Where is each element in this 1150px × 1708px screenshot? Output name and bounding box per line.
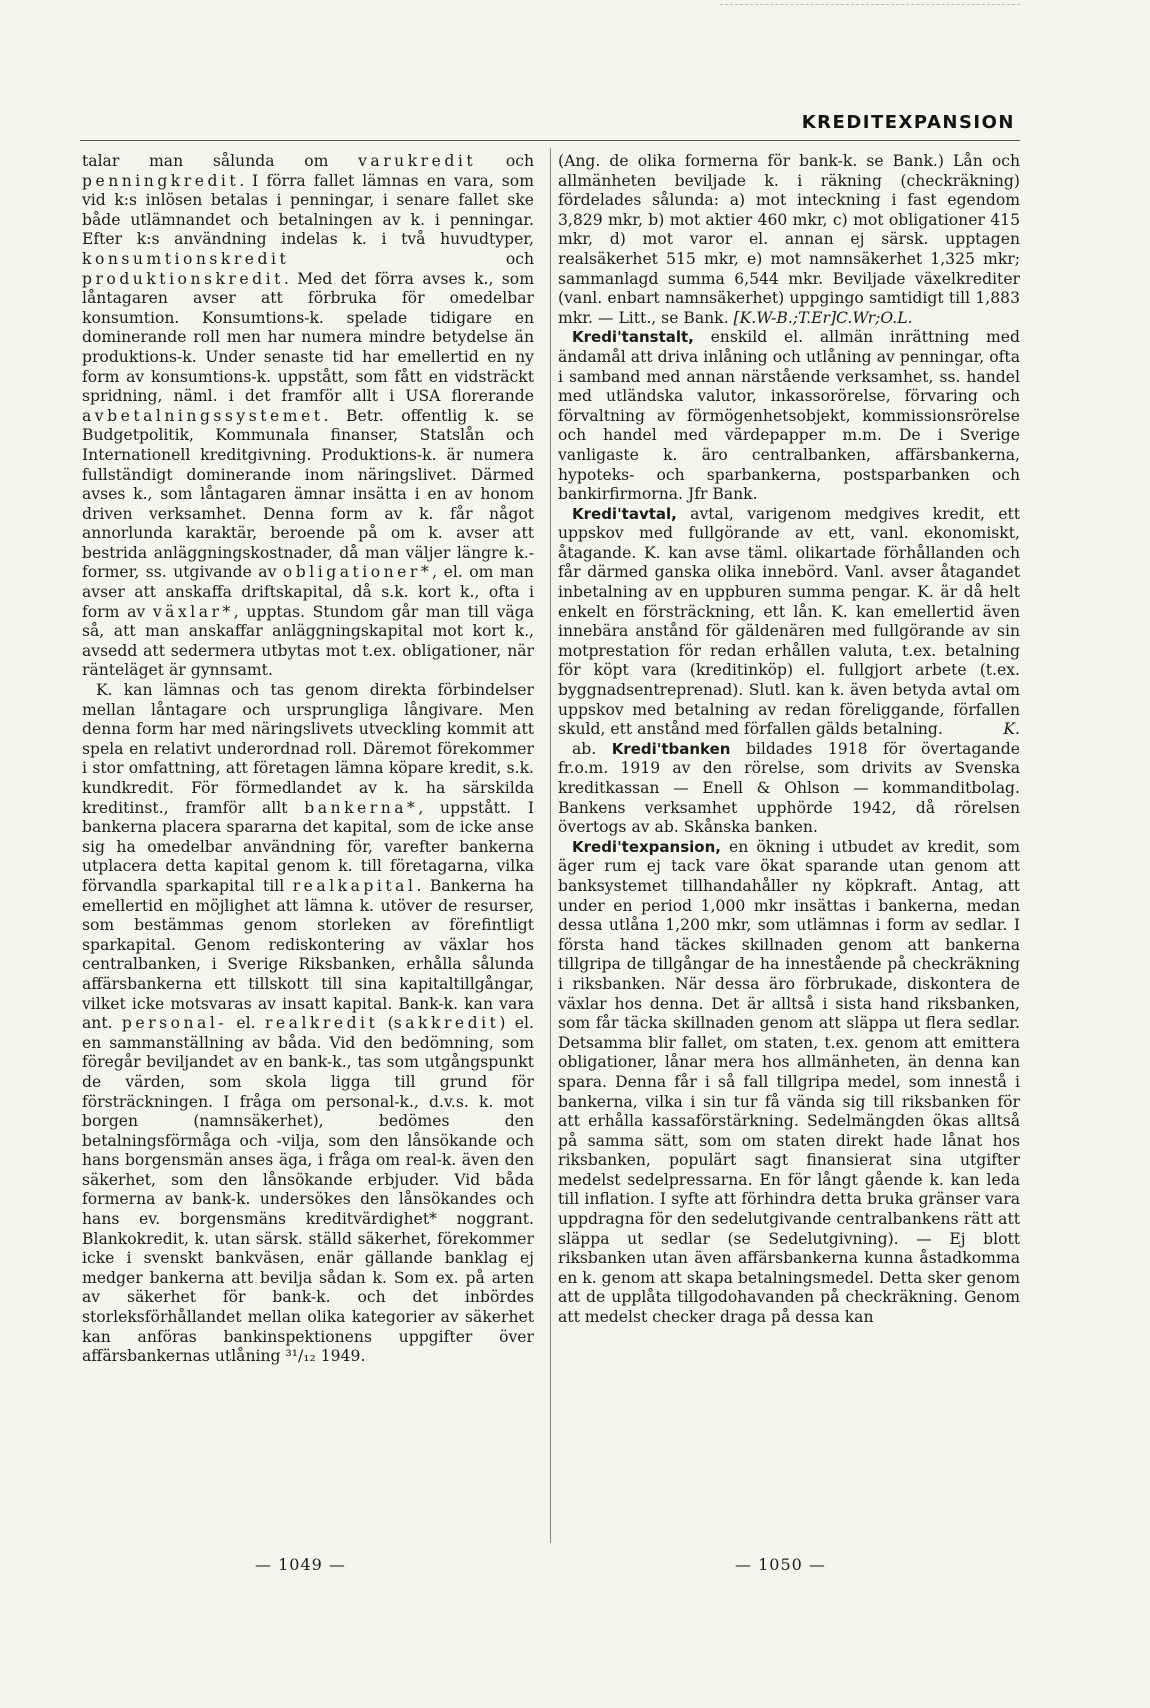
entry-kreditavtal: Kredi'tavtal, avtal, varigenom medgives kredit, ett uppskov med fullgörande av ett, vanl. ekonomiskt, åtagande. K. kan avse täml. olikartade förhållanden och får därmed ganska olika innebörd. Vanl. avser åtagandet inbetalning av en uppburen summa pengar. K. är då helt enkelt en försträckning, ett lån. K. kan emellertid även innebära anstånd för gäldenären med fullgörande av sin motprestation för redan erhållen valuta, t.ex. betalning för köpt vara (kreditinköp) el. fullgjort arbete (t.ex. byggnadsentreprenad). Slutl. kan k. även betyda avtal om uppskov med betalning av redan föreliggande, förfallen skuld, ett anstånd med förfallen gälds betalning. K. xyxy=(558,504,1020,739)
page-number-right: — 1050 — xyxy=(735,1555,826,1574)
entry-headword: Kredi'texpansion, xyxy=(572,837,721,856)
running-head: KREDITEXPANSION xyxy=(801,112,1015,133)
entry-headword: Kredi'tbanken xyxy=(611,739,731,758)
header-rule xyxy=(80,140,1020,141)
column-divider xyxy=(550,148,551,1543)
right-column xyxy=(558,152,1020,1328)
scan-edge-marks xyxy=(720,4,1020,7)
entry-headword: Kredi'tavtal, xyxy=(572,504,677,523)
entry-kreditanstalt: Kredi'tanstalt, enskild el. allmän inrättning med ändamål att driva inlåning och utlåning av penningar, ofta i samband med annan närstående verksamhet, ss. handel med utländska valutor, inkassorörelse, förvaring och förvaltning av förmögenhetsobjekt, kommissionsrörelse och handel med värdepapper m.m. De i Sverige vanligaste k. äro centralbanken, affärsbankerna, hypoteks- och sparbankerna, postsparbanken och bankirfirmorna. Jfr Bank. xyxy=(558,328,1020,504)
paragraph: (Ang. de olika formerna för bank-k. se Bank.) Lån och allmänheten beviljade k. i räkning (checkräkning) fördelades sålunda: a) mot inteckning i fast egendom 3,829 mkr, b) mot aktier 460 mkr, c) mot obligationer 415 mkr, d) mot varor el. annan ej särsk. upptagen realsäkerhet 515 mkr, e) mot namnsäkerhet 1,325 mkr; sammanlagd summa 6,544 mkr. Beviljade växelkrediter (vanl. enbart namnsäkerhet) uppgingo samtidigt till 1,883 mkr. — Litt., se Bank. [K.W-B.;T.Er]C.Wr;O.L. xyxy=(558,152,1020,327)
paragraph: talar man sålunda om varukredit och penningkredit. I förra fallet lämnas en vara, som vid k:s inlösen betalas i penningar, i senare fallet ske både utlämnandet och betalningen av k. i penningar. Efter k:s användning indelas k. i två huvudtyper, konsumtionskredit och produktionskredit. Med det förra avses k., som låntagaren avser att förbruka för omedelbar konsumtion. Konsumtions-k. spelade tidigare en dominerande roll men har numera mindre betydelse än produktions-k. Under senaste tid har emellertid en ny form av konsumtions-k. uppstått, som fått en vidsträckt spridning, näml. i det framför allt i USA florerande avbetalningssystemet. Betr. offentlig k. se Budgetpolitik, Kommunala finanser, Statslån och Internationell kreditgivning. Produktions-k. är numera fullständigt dominerande inom näringslivet. Därmed avses k., som låntagaren ämnar insätta i en av honom driven verksamhet. Denna form av k. får något annorlunda karaktär, beroende på om k. avser att bestrida anläggningskostnader, då man väljer längre k.-former, ss. utgivande av obligationer*, el. om man avser att anskaffa driftskapital, då s.k. kort k., ofta i form av växlar*, upptas. Stundom går man till väga så, att man anskaffar anläggningskapital mot kort k., avsedd att sedermera utbytas mot t.ex. obligationer, när ränteläget är gynnsamt. xyxy=(82,152,534,680)
left-column xyxy=(82,152,534,1367)
entry-kreditexpansion: Kredi'texpansion, en ökning i utbudet av kredit, som äger rum ej tack vare ökat sparande utan genom att banksystemet tillhandahåller ny köpkraft. Antag, att under en period 1,000 mkr insättas i bankerna, medan dessa utlåna 1,200 mkr, som utlämnas i form av sedlar. I första hand täckes skillnaden genom att bankerna tillgripa de tillgångar de ha innestående på checkräkning i riksbanken. När dessa äro förbrukade, diskontera de växlar hos denna. Det är alltså i sista hand riksbanken, som får täcka skillnaden genom att släppa ut flera sedlar. Detsamma blir fallet, om staten, t.ex. genom att emittera obligationer, lånar mera hos allmänheten, än denna kan spara. Denna får i så fall tillgripa medel, som innestå i bankerna, vilka i sin tur få vända sig till riksbanken för att erhålla kassaförstärkning. Sedelmängden ökas alltså på samma sätt, som om staten direkt hade lånat hos riksbanken, populärt sagt finansierat sina utgifter medelst sedelpressarna. En för långt gående k. kan leda till inflation. I syfte att förhindra detta bruka gränser vara uppdragna för den sedelutgivande centralbankens rätt att släppa ut sedlar (se Sedelutgivning). — Ej blott riksbanken utan även affärsbankerna kunna åstadkomma en k. genom att skapa betalningsmedel. Detta sker genom att de upplåta tillgodohavanden på checkräkning. Genom att medelst checker draga på dessa kan xyxy=(558,837,1020,1327)
entry-kreditbanken: ab. Kredi'tbanken bildades 1918 för övertagande fr.o.m. 1919 av den rörelse, som drivits av Svenska kreditkassan — Enell & Ohlson — kommanditbolag. Bankens verksamhet upphörde 1942, då rörelsen övertogs av ab. Skånska banken. xyxy=(558,739,1020,837)
entry-headword: Kredi'tanstalt, xyxy=(572,328,694,347)
paragraph: K. kan lämnas och tas genom direkta förbindelser mellan låntagare och ursprungliga långivare. Men denna form har med näringslivets utveckling kommit att spela en relativt underordnad roll. Däremot förekommer i stor omfattning, att företagen lämna köpare kredit, s.k. kundkredit. För förmedlandet av k. ha särskilda kreditinst., framför allt bankerna*, uppstått. I bankerna placera spararna det kapital, som de icke anse sig ha omedelbar användning för, varefter bankerna utplacera detta kapital genom k. till företagarna, vilka förvandla sparkapital till realkapital. Bankerna ha emellertid en möjlighet att lämna k. utöver de resurser, som bestämmas genom storleken av förefintligt sparkapital. Genom rediskontering av växlar hos centralbanken, i Sverige Riksbanken, erhålla sålunda affärsbankerna ett tillskott till sina kapitaltillgångar, vilket icke motsvaras av insatt kapital. Bank-k. kan vara ant. personal- el. realkredit (sakkredit) el. en sammanställning av båda. Vid den bedömning, som föregår beviljandet av en bank-k., tas som utgångspunkt de värden, som skola ligga till grund för försträckningen. I fråga om personal-k., d.v.s. k. mot borgen (namnsäkerhet), bedömes den betalningsförmåga och -vilja, som den lånsökande och hans borgensmän anses äga, i fråga om real-k. även den säkerhet, som den lånsökande erbjuder. Vid båda formerna av bank-k. undersökes den lånsökandes och hans ev. borgensmäns kreditvärdighet* noggrant. Blankokredit, k. utan särsk. ställd säkerhet, förekommer icke i svenskt bankväsen, enär gällande banklag ej medger bankerna att bevilja sådan k. Som ex. på arten av säkerhet för bank-k. och det inbördes storleksförhållandet mellan olika kategorier av säkerhet kan anföras bankinspektionens uppgifter över affärsbankernas utlåning ³¹/₁₂ 1949. xyxy=(82,681,534,1366)
author-signature: [K.W-B.;T.Er]C.Wr;O.L. xyxy=(733,308,913,327)
page-number-left: — 1049 — xyxy=(255,1555,346,1574)
author-signature: K. xyxy=(1003,720,1020,739)
